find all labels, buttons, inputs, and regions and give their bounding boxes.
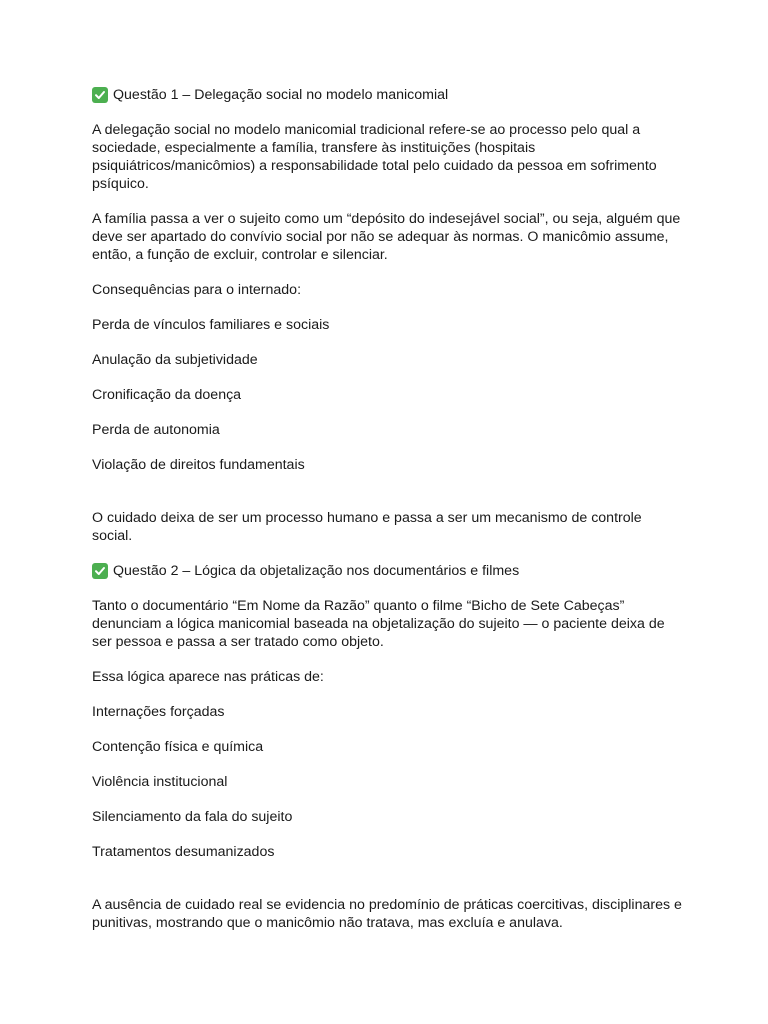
- check-mark-icon: [92, 563, 108, 579]
- question-1-paragraph-1: A delegação social no modelo manicomial tradicional refere-se ao processo pelo qual a sociedade, especialmente a família, transfere às instituições (hospitais psiquiátricos/manicômios) a responsabilidade total pelo cuidado da pessoa em sofrimento psíquico.: [92, 122, 657, 192]
- document-page: [92, 86, 682, 932]
- question-1-list-intro: Consequências para o internado:: [92, 282, 302, 298]
- question-2-list-item: Violência institucional: [92, 774, 228, 790]
- question-2-heading: [92, 562, 682, 580]
- question-2-conclusion: A ausência de cuidado real se evidencia no predomínio de práticas coercitivas, disciplinares e punitivas, mostrando que o manicômio não tratava, mas excluía e anulava.: [92, 897, 682, 931]
- question-1-list-item: Perda de autonomia: [92, 422, 220, 438]
- check-mark-icon: [92, 87, 108, 103]
- question-1-heading: [92, 86, 682, 104]
- question-1-conclusion: O cuidado deixa de ser um processo humano e passa a ser um mecanismo de controle social.: [92, 510, 642, 544]
- question-2-list-item: Tratamentos desumanizados: [92, 844, 275, 860]
- question-2-title: Questão 2 – Lógica da objetalização nos documentários e filmes: [113, 563, 520, 579]
- question-1-list-item: Violação de direitos fundamentais: [92, 457, 305, 473]
- question-2-list-item: Internações forçadas: [92, 704, 225, 720]
- question-1-title: Questão 1 – Delegação social no modelo manicomial: [113, 87, 449, 103]
- question-2-paragraph-1: Tanto o documentário “Em Nome da Razão” quanto o filme “Bicho de Sete Cabeças” denunciam a lógica manicomial baseada na objetalização do sujeito — o paciente deixa de ser pessoa e passa a ser tratado como objeto.: [92, 598, 665, 650]
- question-1-list-item: Cronificação da doença: [92, 387, 242, 403]
- question-2-list-item: Silenciamento da fala do sujeito: [92, 809, 293, 825]
- question-2-list-intro: Essa lógica aparece nas práticas de:: [92, 669, 324, 685]
- question-1-paragraph-2: A família passa a ver o sujeito como um “depósito do indesejável social”, ou seja, alguém que deve ser apartado do convívio social por não se adequar às normas. O manicômio assume, então, a função de excluir, controlar e silenciar.: [92, 211, 681, 263]
- question-2-list-item: Contenção física e química: [92, 739, 264, 755]
- question-1-list-item: Anulação da subjetividade: [92, 352, 258, 368]
- question-1-list-item: Perda de vínculos familiares e sociais: [92, 317, 330, 333]
